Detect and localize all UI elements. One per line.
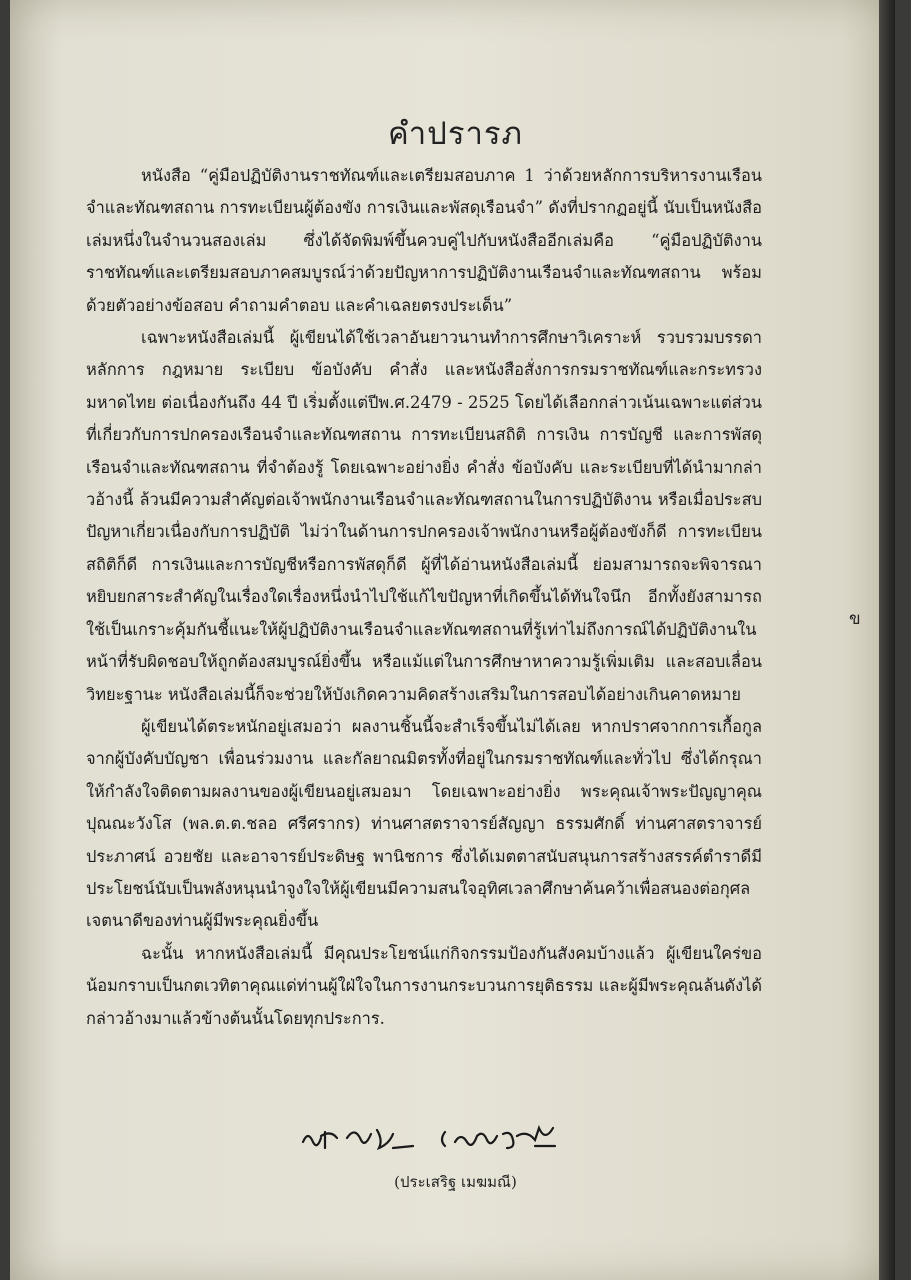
preface-body: [86, 160, 762, 1035]
page-edge-shadow: [879, 0, 895, 1280]
handwritten-signature: [295, 1112, 595, 1162]
page-title: คำปรารภ: [388, 116, 523, 152]
paragraph-4: ฉะนั้น หากหนังสือเล่มนี้ มีคุณประโยชน์แก่กิจกรรมป้องกันสังคมบ้างแล้ว ผู้เขียนใคร่ขอน้อมกราบเป็นกตเวทิตาคุณแด่ท่านผู้ใฝ่ใจในการงานกระบวนการยุติธรรม และผู้มีพระคุณล้นดังได้กล่าวอ้างมาแล้วข้างต้นนั้นโดยทุกประการ.: [86, 943, 762, 1028]
paragraph-2: เฉพาะหนังสือเล่มนี้ ผู้เขียนได้ใช้เวลาอันยาวนานทำการศึกษาวิเคราะห์ รวบรวมบรรดาหลักการ กฎหมาย ระเบียบ ข้อบังคับ คำสั่ง และหนังสือสั่งการกรมราชทัณฑ์และกระทรวงมหาดไทย ต่อเนื่องกันถึง 44 ปี เริ่มตั้งแต่ปีพ.ศ.2479 - 2525 โดยได้เลือกกล่าวเน้นเฉพาะแต่ส่วนที่เกี่ยวกับการปกครองเรือนจำและทัณฑสถาน การทะเบียนสถิติ การเงิน การบัญชี และการพัสดุเรือนจำและทัณฑสถาน ที่จำต้องรู้ โดยเฉพาะอย่างยิ่ง คำสั่ง ข้อบังคับ และระเบียบที่ได้นำมากล่าวอ้างนี้ ล้วนมีความสำคัญต่อเจ้าพนักงานเรือนจำและทัณฑสถานในการปฏิบัติงาน หรือเมื่อประสบปัญหาเกี่ยวเนื่องกับการปฏิบัติ ไม่ว่าในด้านการปกครองเจ้าพนักงานหรือผู้ต้องขังก็ดี การทะเบียนสถิติก็ดี การเงินและการบัญชีหรือการพัสดุก็ดี ผู้ที่ได้อ่านหนังสือเล่มนี้ ย่อมสามารถจะพิจารณาหยิบยกสาระสำคัญในเรื่องใดเรื่องหนึ่งนำไปใช้แก้ไขปัญหาที่เกิดขึ้นได้ทันใจนึก อีกทั้งยังสามารถใช้เป็นเกราะคุ้มกันชี้แนะให้ผู้ปฏิบัติงานเรือนจำและทัณฑสถานที่รู้เท่าไม่ถึงการณ์ได้ปฏิบัติงานในหน้าที่รับผิดชอบให้ถูกต้องสมบูรณ์ยิ่งขึ้น หรือแม้แต่ในการศึกษาหาความรู้เพิ่มเติม และสอบเลื่อนวิทยะฐานะ หนังสือเล่มนี้ก็จะช่วยให้บังเกิดความคิดสร้างเสริมในการสอบได้อย่างเกินคาดหมาย: [86, 328, 762, 704]
signatory-name: (ประเสริฐ เมฆมณี): [394, 1173, 517, 1191]
paragraph-3: ผู้เขียนได้ตระหนักอยู่เสมอว่า ผลงานชิ้นนี้จะสำเร็จขึ้นไม่ได้เลย หากปราศจากการเกื้อกูลจากผู้บังคับบัญชา เพื่อนร่วมงาน และกัลยาณมิตรทั้งที่อยู่ในกรมราชทัณฑ์และทั่วไป ซึ่งได้กรุณาให้กำลังใจติดตามผลงานของผู้เขียนอยู่เสมอมา โดยเฉพาะอย่างยิ่ง พระคุณเจ้าพระปัญญาคุณปุณณะวังโส (พล.ต.ต.ชลอ ศรีศรากร) ท่านศาสตราจารย์สัญญา ธรรมศักดิ์ ท่านศาสตราจารย์ประภาศน์ อวยชัย และอาจารย์ประดิษฐ พานิชการ ซึ่งได้เมตตาสนับสนุนการสร้างสรรค์ตำราดีมีประโยชน์นับเป็นพลังหนุนนำจูงใจให้ผู้เขียนมีความสนใจอุทิศเวลาศึกษาค้นคว้าเพื่อสนองต่อกุศลเจตนาดีของท่านผู้มีพระคุณยิ่งขึ้น: [86, 716, 762, 931]
page-number-mark: ข: [849, 609, 861, 629]
paragraph-1: หนังสือ “คู่มือปฏิบัติงานราชทัณฑ์และเตรียมสอบภาค 1 ว่าด้วยหลักการบริหารงานเรือนจำและทัณฑสถาน การทะเบียนผู้ต้องขัง การเงินและพัสดุเรือนจำ” ดังที่ปรากฏอยู่นี้ นับเป็นหนังสือเล่มหนึ่งในจำนวนสองเล่ม ซึ่งได้จัดพิมพ์ขึ้นควบคู่ไปกับหนังสืออีกเล่มคือ “คู่มือปฏิบัติงานราชทัณฑ์และเตรียมสอบภาคสมบูรณ์ว่าด้วยปัญหาการปฏิบัติงานเรือนจำและทัณฑสถาน พร้อมด้วยตัวอย่างข้อสอบ คำถามคำตอบ และคำเฉลยตรงประเด็น”: [86, 166, 762, 315]
